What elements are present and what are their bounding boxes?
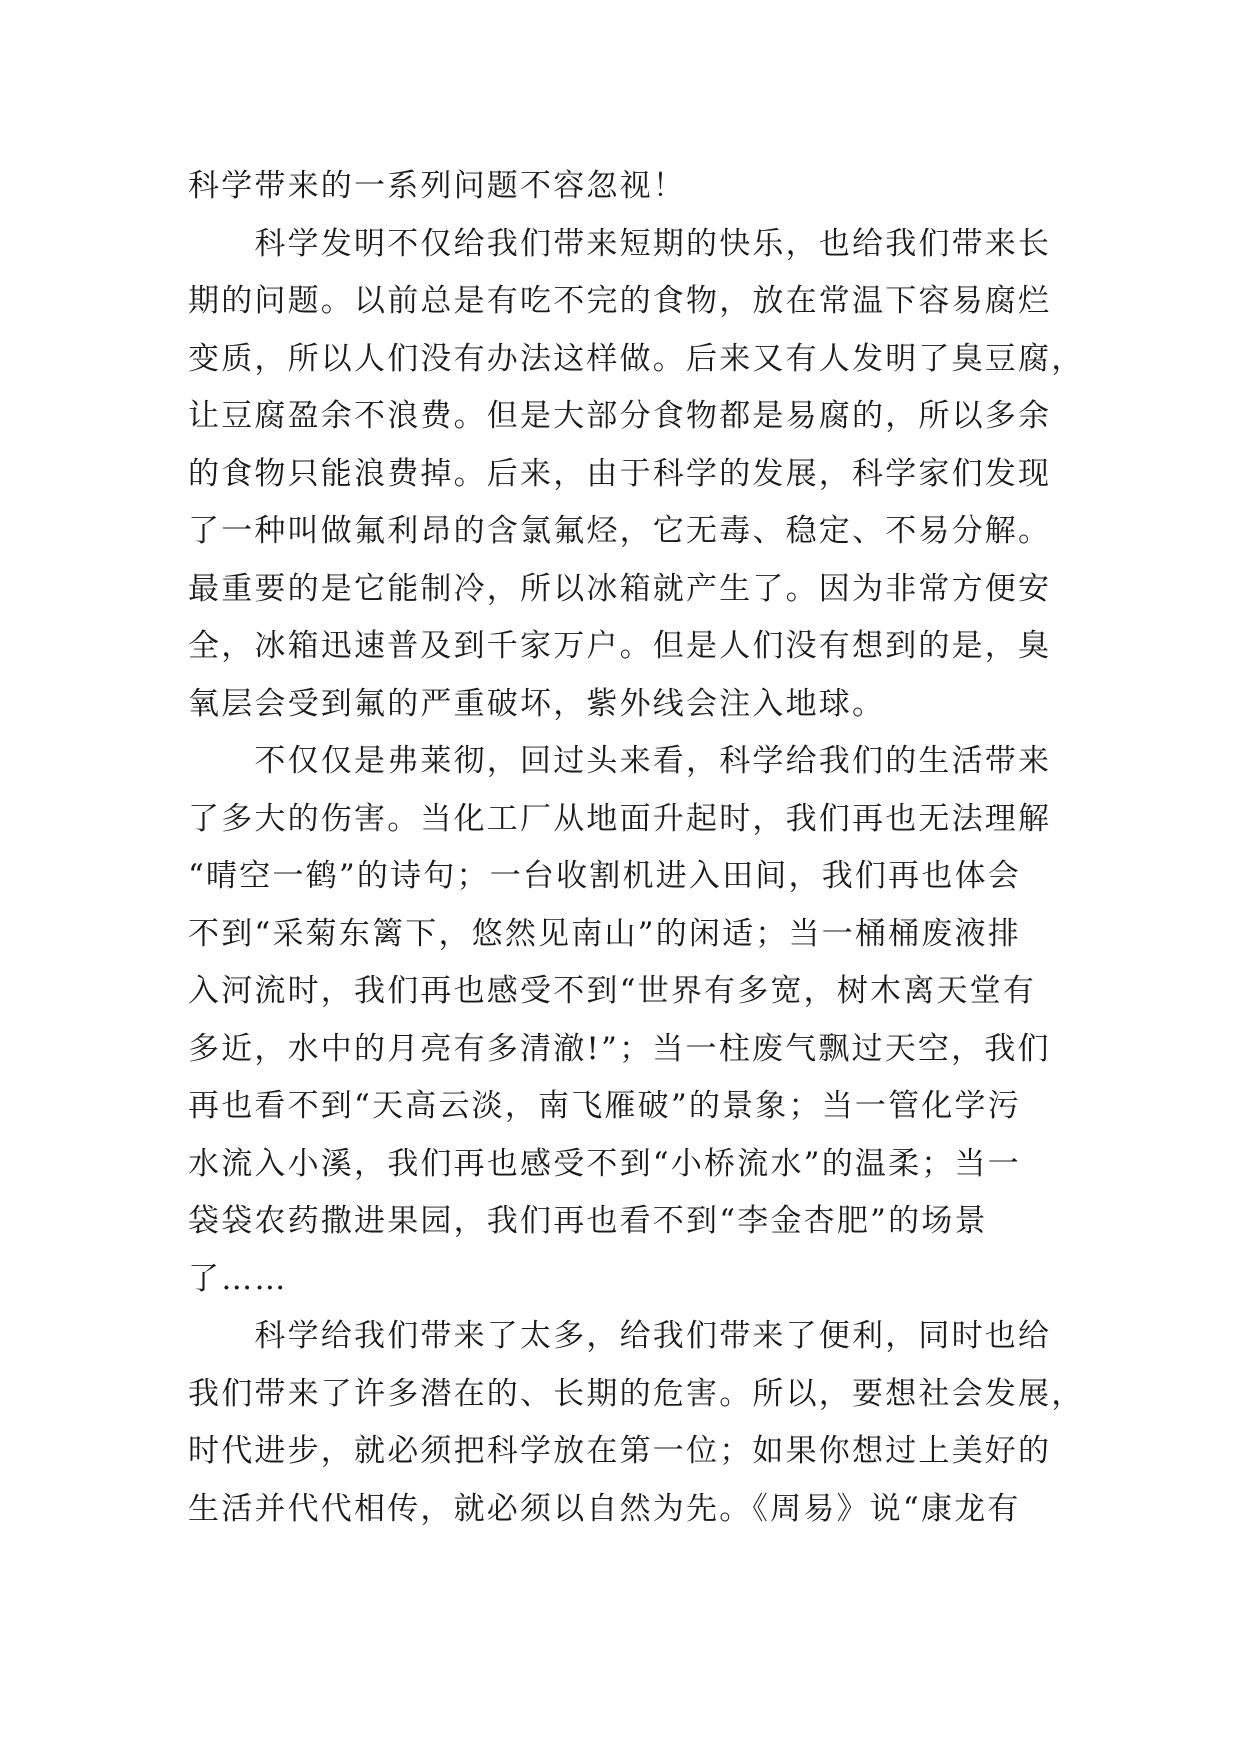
- text-line: 变质，所以人们没有办法这样做。后来又有人发明了臭豆腐，: [188, 340, 1085, 377]
- text-line: 了……: [188, 1260, 288, 1297]
- essay-body: [188, 158, 1085, 1538]
- text-line: 科学带来的一系列问题不容忽视！: [188, 168, 686, 204]
- text-line: “晴空一鹤”的诗句；一台收割机进入田间，我们再也体会: [188, 858, 1021, 894]
- text-line: 生活并代代相传，就必须以自然为先。《周易》说“康龙有: [188, 1490, 1021, 1527]
- text-line: 不仅仅是弗莱彻，回过头来看，科学给我们的生活带来: [188, 743, 1052, 779]
- text-line: 我们带来了许多潜在的、长期的危害。所以，要想社会发展，: [188, 1375, 1085, 1412]
- text-line: 不到“采菊东篱下，悠然见南山”的闲适；当一桶桶废液排: [188, 915, 1021, 952]
- text-line: 时代进步，就必须把科学放在第一位；如果你想过上美好的: [188, 1433, 1052, 1469]
- text-line: 了一种叫做氟利昂的含氯氟烃，它无毒、稳定、不易分解。: [188, 513, 1052, 549]
- text-line: 氧层会受到氟的严重破坏，紫外线会注入地球。: [188, 685, 886, 722]
- text-line: 水流入小溪，我们再也感受不到“小桥流水”的温柔；当一: [188, 1145, 1021, 1182]
- text-line: 多近，水中的月亮有多清澈!”；当一柱废气飘过天空，我们: [188, 1030, 1051, 1067]
- text-line: 了多大的伤害。当化工厂从地面升起时，我们再也无法理解: [188, 800, 1052, 837]
- text-line: 科学发明不仅给我们带来短期的快乐，也给我们带来长: [188, 225, 1052, 262]
- text-line: 科学给我们带来了太多，给我们带来了便利，同时也给: [188, 1318, 1052, 1354]
- text-line: 让豆腐盈余不浪费。但是大部分食物都是易腐的，所以多余: [188, 398, 1052, 434]
- text-line: 期的问题。以前总是有吃不完的食物，放在常温下容易腐烂: [188, 283, 1052, 319]
- text-line: 最重要的是它能制冷，所以冰箱就产生了。因为非常方便安: [188, 570, 1052, 607]
- text-line: 入河流时，我们再也感受不到“世界有多宽，树木离天堂有: [188, 973, 1037, 1009]
- text-line: 的食物只能浪费掉。后来，由于科学的发展，科学家们发现: [188, 455, 1052, 492]
- text-line: 袋袋农药撒进果园，我们再也看不到“李金杏肥”的场景: [188, 1203, 988, 1239]
- text-line: 再也看不到“天高云淡，南飞雁破”的景象；当一管化学污: [188, 1088, 1021, 1124]
- text-line: 全，冰箱迅速普及到千家万户。但是人们没有想到的是，臭: [188, 628, 1052, 664]
